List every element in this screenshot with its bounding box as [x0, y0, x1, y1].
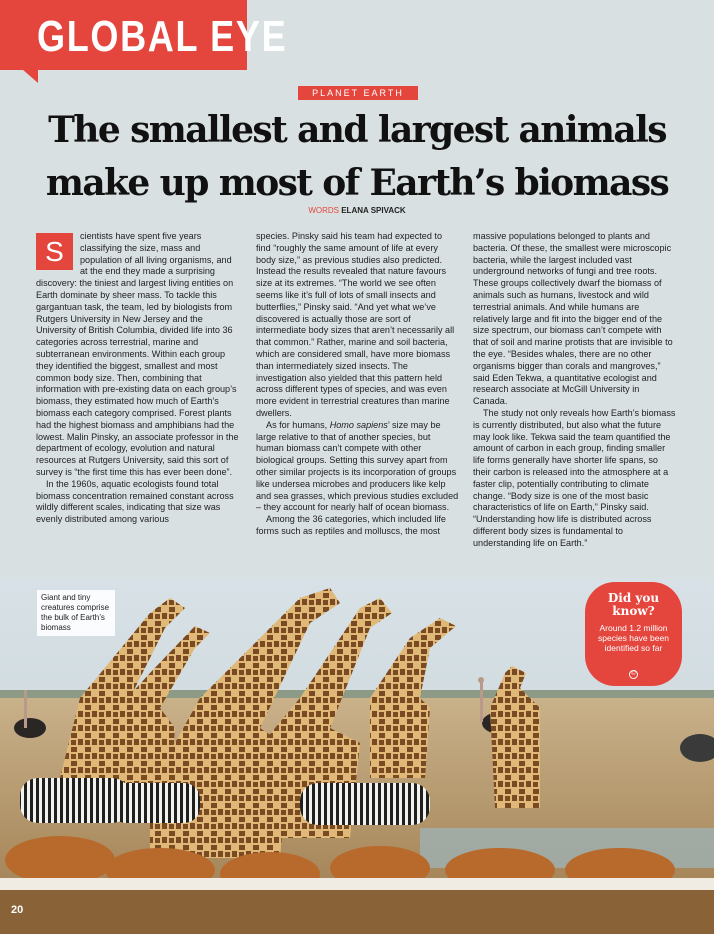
drop-cap: S: [36, 233, 73, 270]
article-column-2: [256, 231, 459, 538]
did-you-know-badge: [585, 582, 682, 686]
article-paragraph: massive populations belonged to plants and bacteria. Of these, the smallest were microscopic bacteria, while the largest included vast underground networks of fungi and tree roots. These groups collectively dwarf the biomass of animals such as humans, livestock and wild terrestrial animals. And while humans are relatively large and fit into the bigger end of the size spectrum, our biomass can’t compete with that of soil and marine protists that are invisible to the eye. “Besides whales, there are no other organisms bigger than corals and mangroves,” said Eden Tekwa, a quantitative ecologist and research associate at McGill University in Canada.: [473, 231, 673, 407]
photo-caption: Giant and tiny creatures comprise the bulk of Earth’s biomass: [37, 590, 115, 636]
paragraph-text: ’ size may be large relative to that of another species, but human biomass can’t compete with other biological groups. Setting this survey apart from other similar projects is its incorporation of groups like undersea microbes and producers like kelp and sea grasses, which previous studies excluded – they account for nearly half of ocean biomass.: [256, 419, 459, 513]
copyright-icon: ©: [629, 670, 638, 679]
springbok-group: [0, 836, 714, 934]
headline-line-2: make up most of Earth’s biomass: [45, 162, 669, 204]
paragraph-text: cientists have spent five years classifying the size, mass and population of all living organisms, and at the end they made a surprising discovery: the tiniest and largest living entities on Earth dominate by sheer mass. To tackle this gargantuan task, the team, led by biologists from Rutgers University in New Jersey and the University of British Columbia, divided life into 36 categories across terrestrial, marine and subterranean environments. Within each group they identified the biggest, smallest and most common body size. Then, combining that information with pre-existing data on each group’s biomass, they estimated how much of Earth’s biomass each category comprised. Forest plants had the highest biomass and amphibians had the lowest. Malin Pinsky, an associate professor in the department of ecology, evolution and natural resources at Rutgers University, said this sort of survey is “the first time this has ever been done”.: [36, 231, 239, 477]
banner-tail: [22, 69, 38, 83]
article-body: [36, 231, 674, 567]
section-banner: [0, 0, 288, 70]
article-column-1: [36, 231, 239, 526]
byline: [0, 206, 714, 215]
section-banner-title: GLOBAL EYE: [37, 12, 288, 61]
species-name: Homo sapiens: [329, 419, 388, 430]
article-paragraph: species. Pinsky said his team had expected to find “roughly the same amount of life at every body size,” as previous studies also predicted. Instead the results revealed that nature favours size at its extremes. “The world we see often seems like it’s full of lots of small insects and butterflies,” Pinsky said. “And yet what we’ve discovered is actually those are sort of intermediate body sizes that aren’t necessarily all that common.” Rather, marine and soil bacteria, which are considered small, have more biomass than intermediately sized insects. The investigation also yielded that this pattern held across different types of species, and was even more evident in terrestrial creatures than marine dwellers.: [256, 231, 455, 418]
headline-line-1: The smallest and largest animals: [48, 109, 666, 151]
article-paragraph: Among the 36 categories, which included life forms such as reptiles and molluscs, the most: [256, 514, 446, 536]
paragraph-text: As for humans,: [266, 419, 330, 430]
article-paragraph: [256, 420, 459, 514]
article-paragraph: [36, 231, 239, 479]
page-number: 20: [11, 904, 24, 916]
byline-author: ELANA SPIVACK: [341, 206, 406, 215]
headline: [20, 104, 694, 210]
did-you-know-title: Did you know?: [607, 591, 660, 618]
article-paragraph: In the 1960s, aquatic ecologists found total biomass concentration remained constant across wildly different scales, indicating that size was evenly distributed among various: [36, 478, 234, 525]
byline-label: WORDS: [308, 206, 339, 215]
kicker-label: PLANET EARTH: [298, 86, 418, 100]
article-column-3: [473, 231, 676, 550]
did-you-know-body: Around 1.2 million species have been identified so far: [598, 623, 669, 653]
article-paragraph: The study not only reveals how Earth’s biomass is currently distributed, but also what the future may look like. Tekwa said the team quantified the amount of carbon in each group, finding smaller life forms generally have shorter life spans, so their carbon is released into the atmosphere at a faster clip, potentially contributing to climate change. “Body size is one of the most basic characteristics of life on Earth,” Pinsky said. “Understanding how life is distributed across different body sizes is fundamental to understanding life on Earth.”: [473, 407, 676, 548]
